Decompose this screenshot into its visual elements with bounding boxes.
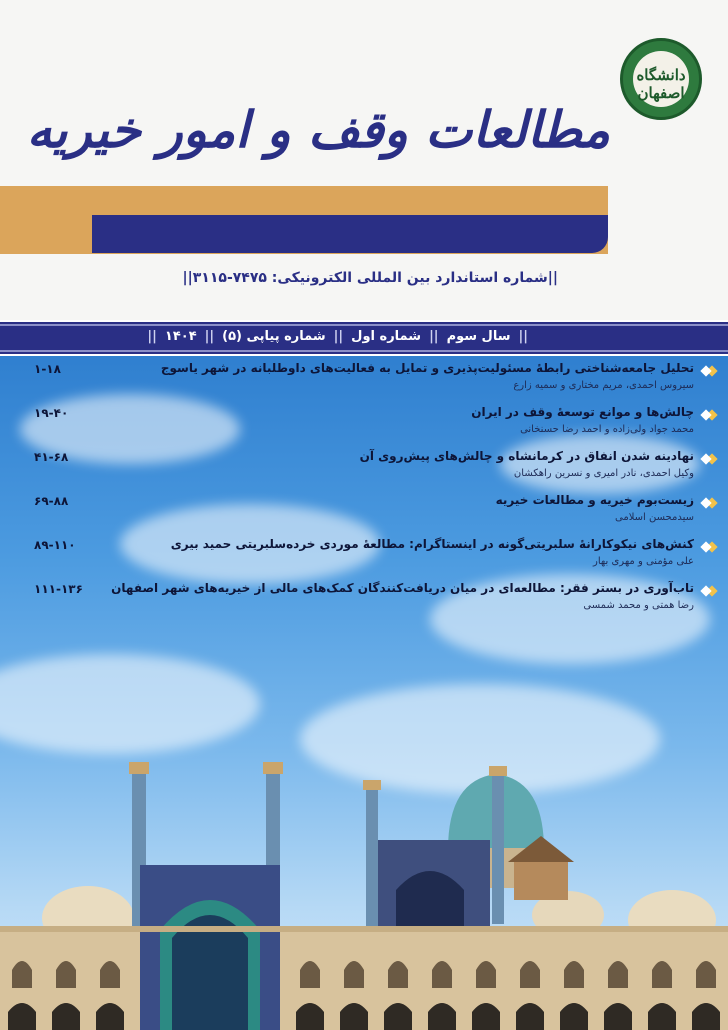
arcade-cornice bbox=[0, 926, 728, 932]
diamond-bullet-icon bbox=[700, 497, 718, 509]
issue-number: شماره اول bbox=[351, 329, 422, 344]
article-authors: سیروس احمدی، مریم مختاری و سمیه زارع bbox=[513, 380, 694, 391]
article-title: زیست‌بوم خیریه و مطالعات خیریه bbox=[495, 493, 694, 507]
article-pages: ۸۹-۱۱۰ bbox=[34, 538, 76, 552]
minaret bbox=[366, 788, 378, 938]
diamond-bullet-icon bbox=[700, 409, 718, 421]
issn-line: ||شماره استاندارد بین المللی الکترونیکی: ۷۴۷۵-۳۱۱۵|| bbox=[182, 270, 558, 286]
article-authors: رضا همتی و محمد شمسی bbox=[583, 600, 694, 611]
issue-year: سال سوم bbox=[446, 329, 511, 344]
article-title: کنش‌های نیکوکارانهٔ سلبریتی‌گونه در اینستاگرام: مطالعهٔ موردی خرده‌سلبریتی حمید بیری bbox=[170, 537, 694, 551]
article-pages: ۴۱-۶۸ bbox=[34, 450, 69, 464]
issue-strip bbox=[0, 320, 728, 356]
issue-year-number: ۱۴۰۴ bbox=[164, 329, 197, 344]
toc-item bbox=[0, 360, 728, 400]
navy-band bbox=[92, 215, 608, 253]
logo-inner bbox=[633, 51, 689, 107]
article-authors: علی مؤمنی و مهری بهار bbox=[593, 556, 694, 567]
toc-item bbox=[0, 404, 728, 444]
article-pages: ۱۱۱-۱۳۶ bbox=[34, 582, 83, 596]
minaret-top bbox=[129, 762, 149, 774]
diamond-bullet-icon bbox=[700, 453, 718, 465]
article-pages: ۱۹-۴۰ bbox=[34, 406, 69, 420]
minaret-top bbox=[489, 766, 507, 776]
journal-title: مطالعات وقف و امور خیریه bbox=[26, 100, 610, 159]
article-title: تاب‌آوری در بستر فقر: مطالعه‌ای در میان دریافت‌کنندگان کمک‌های مالی از خیریه‌های شهر اصفهان bbox=[111, 581, 694, 595]
toc-item bbox=[0, 448, 728, 488]
article-title: تحلیل جامعه‌شناختی رابطهٔ مسئولیت‌پذیری و تمایل به فعالیت‌های داوطلبانه در شهر یاسوج bbox=[160, 361, 694, 375]
logo-text: دانشگاه اصفهان bbox=[636, 66, 686, 102]
toc-item bbox=[0, 580, 728, 620]
cloud bbox=[0, 654, 260, 754]
issue-serial: شماره پیاپی (۵) bbox=[222, 329, 326, 344]
university-logo bbox=[620, 38, 702, 120]
iwan-inner-arch bbox=[172, 915, 248, 1030]
toc-item bbox=[0, 492, 728, 532]
article-pages: ۱-۱۸ bbox=[34, 362, 61, 376]
diamond-bullet-icon bbox=[700, 365, 718, 377]
article-authors: وکیل احمدی، نادر امیری و نسرین راهکشان bbox=[513, 468, 694, 479]
minaret bbox=[492, 774, 504, 924]
pavilion bbox=[514, 860, 568, 900]
diamond-bullet-icon bbox=[700, 585, 718, 597]
article-authors: محمد جواد ولی‌زاده و احمد رضا حسنخانی bbox=[520, 424, 694, 435]
article-title: نهادینه شدن انفاق در کرمانشاه و چالش‌های پیش‌روی آن bbox=[359, 449, 694, 463]
article-pages: ۶۹-۸۸ bbox=[34, 494, 69, 508]
minaret-top bbox=[363, 780, 381, 790]
article-title: چالش‌ها و موانع توسعهٔ وقف در ایران bbox=[471, 405, 694, 419]
article-authors: سیدمحسن اسلامی bbox=[615, 512, 694, 523]
minaret-top bbox=[263, 762, 283, 774]
issue-info: ||سال سوم||شماره اول||شماره پیاپی (۵)||۱۴۰۴|| bbox=[147, 329, 528, 344]
toc-item bbox=[0, 536, 728, 576]
diamond-bullet-icon bbox=[700, 541, 718, 553]
mosque-illustration bbox=[0, 740, 728, 1030]
